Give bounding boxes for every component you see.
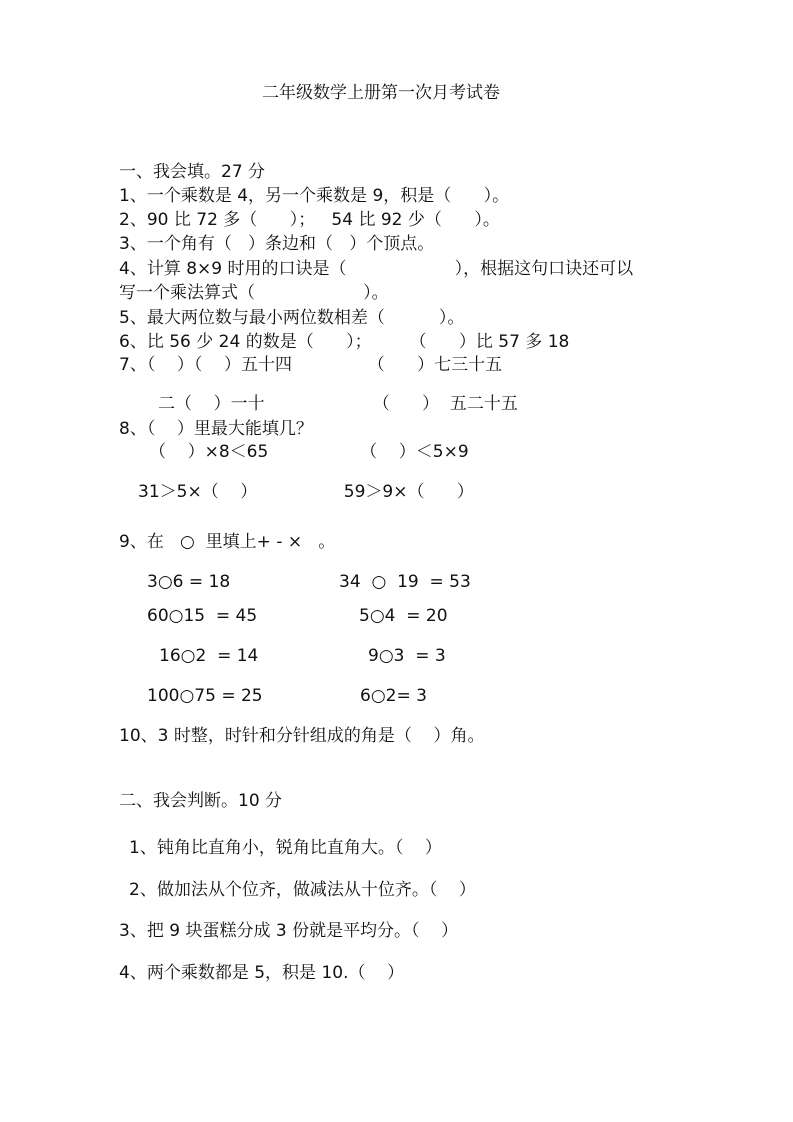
judge-2: 2、做加法从个位齐，做减法从十位齐。（ ） <box>129 880 476 900</box>
question-9-item-3: 60○15 = 45 <box>147 606 258 626</box>
question-7-line-1: 7、（ ）（ ）五十四 （ ）七三十五 <box>119 355 503 375</box>
question-9-item-4: 5○4 = 20 <box>359 606 448 626</box>
question-4-line-2: 写一个乘法算式（ ）。 <box>119 283 389 303</box>
question-2: 2、90 比 72 多（ ）； 54 比 92 少（ ）。 <box>119 210 500 230</box>
question-5: 5、最大两位数与最小两位数相差（ ）。 <box>119 308 465 328</box>
question-9-item-7: 100○75 = 25 <box>147 686 263 706</box>
question-9: 9、在 ○ 里填上+ - × 。 <box>119 532 336 552</box>
question-8-row-2: 31＞5×（ ） 59＞9×（ ） <box>138 482 474 502</box>
question-7-line-2: 二（ ）一十 （ ） 五二十五 <box>158 394 518 414</box>
section-1-heading: 一、我会填。27 分 <box>119 162 266 182</box>
question-1: 1、一个乘数是 4，另一个乘数是 9，积是（ ）。 <box>119 186 510 206</box>
judge-1: 1、钝角比直角小，锐角比直角大。（ ） <box>129 838 442 858</box>
judge-3: 3、把 9 块蛋糕分成 3 份就是平均分。（ ） <box>119 921 459 941</box>
question-3: 3、一个角有（ ）条边和（ ）个顶点。 <box>119 234 435 254</box>
question-9-item-2: 34 ○ 19 = 53 <box>339 572 471 592</box>
question-9-item-1: 3○6 = 18 <box>147 572 231 592</box>
question-10: 10、3 时整，时针和分针组成的角是（ ）角。 <box>119 726 485 746</box>
page-title: 二年级数学上册第一次月考试卷 <box>262 83 500 103</box>
question-4-line-1: 4、计算 8×9 时用的口诀是（ ），根据这句口诀还可以 <box>119 259 634 279</box>
question-9-item-5: 16○2 = 14 <box>159 646 259 666</box>
question-6: 6、比 56 少 24 的数是（ ）； （ ）比 57 多 18 <box>119 332 570 352</box>
judge-4: 4、两个乘数都是 5，积是 10.（ ） <box>119 963 405 983</box>
question-8: 8、（ ）里最大能填几？ <box>119 419 313 439</box>
question-9-item-8: 6○2= 3 <box>360 686 427 706</box>
question-8-row-1: （ ）×8＜65 （ ）＜5×9 <box>149 442 469 462</box>
section-2-heading: 二、我会判断。10 分 <box>119 791 283 811</box>
question-9-item-6: 9○3 = 3 <box>368 646 446 666</box>
